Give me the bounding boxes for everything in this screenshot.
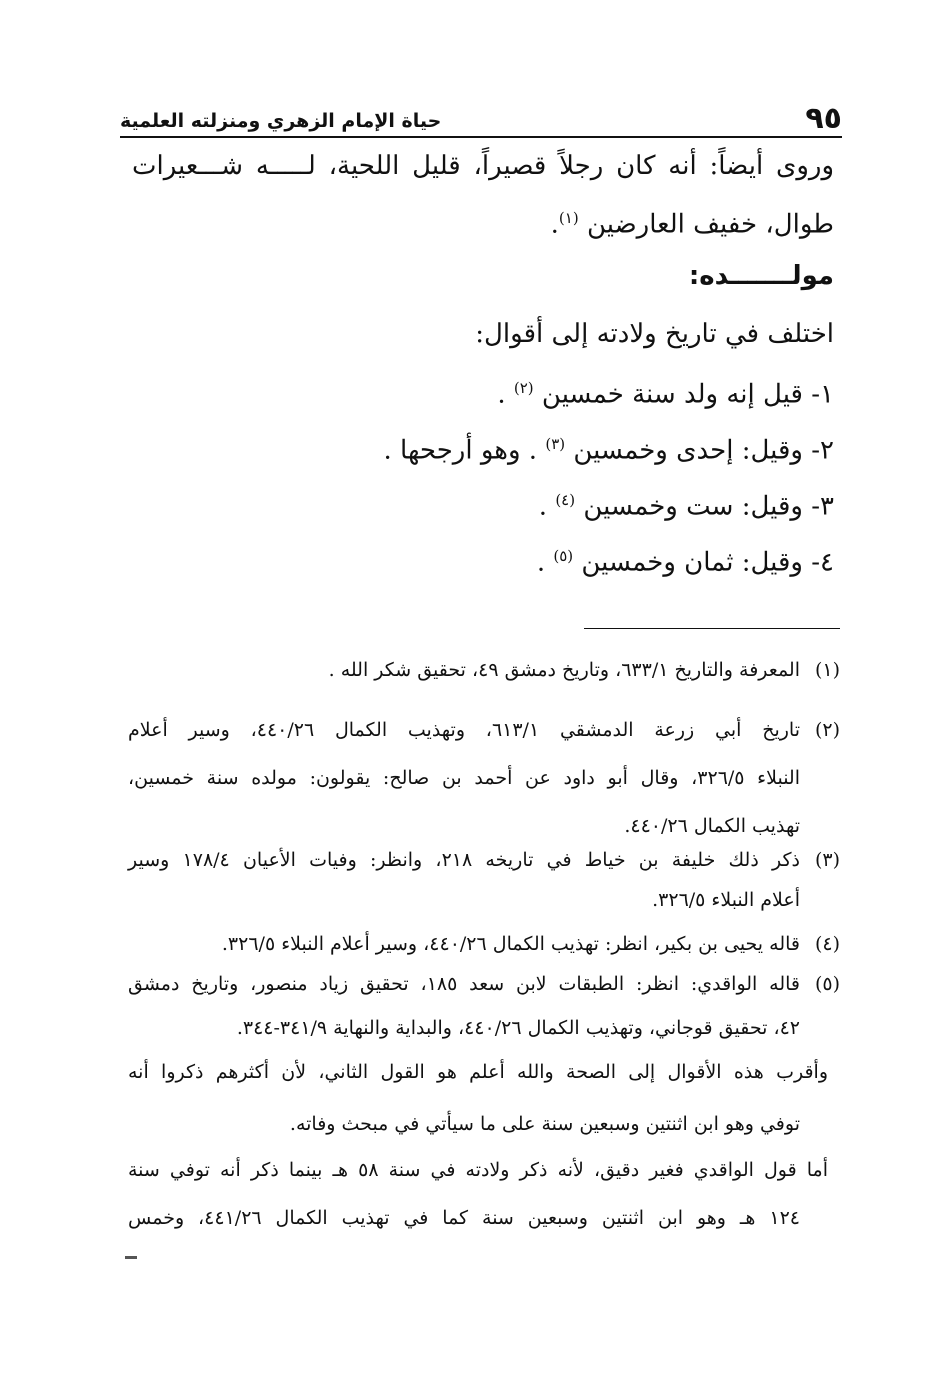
- footnote-text: ٤٢، تحقيق قوجاني، وتهذيب الكمال ٤٤٠/٢٦، والبداية والنهاية ٣٤١/٩-٣٤٤.: [236, 1017, 800, 1039]
- footnote-text: ١٢٤ هـ وهو ابن اثنتين وسبعين سنة كما في تهذيب الكمال ٤٤١/٢٦، وخمس: [128, 1207, 800, 1229]
- footnote-text: تهذيب الكمال ٤٤٠/٢٦.: [624, 815, 800, 837]
- list-item: ٣- وقيل: ست وخمسين $^{(٤)}$ .: [538, 491, 834, 522]
- running-title: حياة الإمام الزهري ومنزلته العلمية: [120, 110, 442, 132]
- footnote-text: أعلام النبلاء ٣٢٦/٥.: [652, 889, 800, 911]
- footnote-ref[interactable]: (٥): [553, 547, 574, 565]
- body-line: وروى أيضاً: أنه كان رجلاً قصيراً، قليل اللحية، لـــــه شـــعيرات: [132, 151, 834, 181]
- footnote-number: (٥): [814, 973, 840, 995]
- footnote-number: (٢): [814, 719, 840, 741]
- list-item: ٤- وقيل: ثمان وخمسين $^{(٥)}$ .: [536, 547, 834, 578]
- footnote-text: المعرفة والتاريخ ٦٣٣/١، وتاريخ دمشق ٤٩، تحقيق شكر الله .: [328, 659, 800, 681]
- footnote-ref[interactable]: (٤): [555, 491, 576, 509]
- continuation-mark: [125, 1256, 137, 1259]
- footnote-number: (٤): [814, 933, 840, 955]
- footnote-text: وأقرب هذه الأقوال إلى الصحة والله أعلم هو القول الثاني، لأن أكثرهم ذكروا أنه: [128, 1061, 828, 1083]
- footnote-number: (٣): [814, 849, 840, 871]
- footnote-text: تاريخ أبي زرعة الدمشقي ٦١٣/١، وتهذيب الكمال ٤٤٠/٢٦، وسير أعلام: [128, 719, 801, 741]
- footnote-text: قاله يحيى بن بكير، انظر: تهذيب الكمال ٤٤٠/٢٦، وسير أعلام النبلاء ٣٢٦/٥.: [221, 933, 800, 955]
- footnote-text: توفي وهو ابن اثنتين وسبعين سنة على ما سيأتي في مبحث وفاته.: [289, 1113, 800, 1135]
- body-line: طوال، خفيف العارضين $^{(١)}$.: [550, 209, 834, 240]
- list-item: ١- قيل إنه ولد سنة خمسين $^{(٢)}$ .: [497, 379, 834, 410]
- header-rule: [120, 136, 842, 138]
- footnote-text: ذكر ذلك خليفة بن خياط في تاريخه ٢١٨، وانظر: وفيات الأعيان ١٧٨/٤ وسير: [128, 849, 800, 871]
- footnote-text: النبلاء ٣٢٦/٥، وقال أبو داود عن أحمد بن صالح: يقولون: مولده سنة خمسين،: [128, 767, 800, 789]
- footnote-text: قاله الواقدي: انظر: الطبقات لابن سعد ١٨٥، تحقيق زياد منصور، وتاريخ دمشق: [128, 973, 801, 995]
- body-line: اختلف في تاريخ ولادته إلى أقوال:: [475, 319, 834, 349]
- footnote-ref[interactable]: (١): [558, 209, 579, 227]
- footnote-number: (١): [814, 659, 840, 681]
- footnote-ref[interactable]: (٣): [545, 435, 566, 453]
- footnote-text: أما قول الواقدي فغير دقيق، لأنه ذكر ولادته في سنة ٥٨ هـ بينما ذكر أنه توفي سنة: [128, 1159, 828, 1181]
- footnote-separator: [584, 628, 840, 629]
- section-heading: مولـــــــده:: [688, 261, 834, 291]
- page-number: ٩٥: [805, 101, 842, 136]
- list-item: ٢- وقيل: إحدى وخمسين $^{(٣)}$ . وهو أرجحها .: [383, 435, 834, 466]
- page-header: [120, 96, 842, 136]
- footnote-ref[interactable]: (٢): [513, 379, 534, 397]
